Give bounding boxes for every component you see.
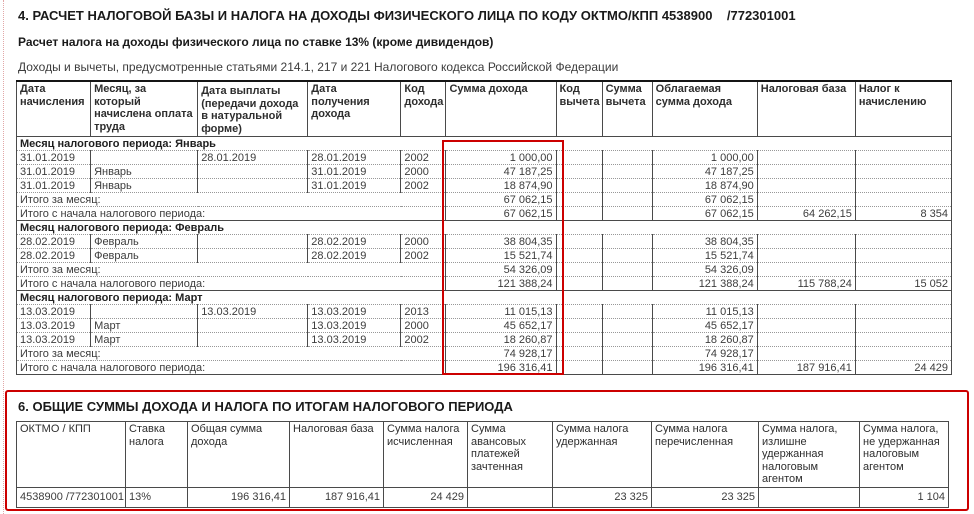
cell-tax-overwithheld <box>759 487 860 507</box>
total-label: Итого с начала налогового периода: <box>17 207 446 221</box>
cell: 13.03.2019 <box>17 319 91 333</box>
col-header: Месяц, за который начислена оплата труда <box>91 81 198 137</box>
cell <box>556 333 602 347</box>
col-header: Общая сумма дохода <box>188 422 290 488</box>
cell <box>602 305 652 319</box>
cell <box>198 333 308 347</box>
month-label: Месяц налогового периода: Февраль <box>17 221 952 235</box>
cell <box>757 193 855 207</box>
cell: 28.02.2019 <box>17 249 91 263</box>
cell <box>556 319 602 333</box>
cell: 28.02.2019 <box>308 235 401 249</box>
data-row <box>17 151 952 165</box>
cell: 64 262,15 <box>757 207 855 221</box>
cell <box>602 361 652 375</box>
cell-tax-withheld: 23 325 <box>553 487 652 507</box>
cell-tax-transferred: 23 325 <box>652 487 759 507</box>
cell: 2002 <box>401 151 446 165</box>
cell: 45 652,17 <box>652 319 757 333</box>
cell: 74 928,17 <box>446 347 556 361</box>
data-row <box>17 179 952 193</box>
cell: 121 388,24 <box>652 277 757 291</box>
cell <box>855 333 951 347</box>
data-row <box>17 333 952 347</box>
cell: 2013 <box>401 305 446 319</box>
cell: 13.03.2019 <box>17 333 91 347</box>
totals-table <box>16 421 949 508</box>
cell: 67 062,15 <box>446 207 556 221</box>
cell: 28.02.2019 <box>308 249 401 263</box>
cell: 54 326,09 <box>652 263 757 277</box>
section6-title: 6. ОБЩИЕ СУММЫ ДОХОДА И НАЛОГА ПО ИТОГАМ НАЛОГОВОГО ПЕРИОДА <box>18 399 513 414</box>
cell <box>602 193 652 207</box>
cell: 15 052 <box>855 277 951 291</box>
cell <box>855 319 951 333</box>
cell <box>602 165 652 179</box>
cell <box>855 249 951 263</box>
cell: 2000 <box>401 319 446 333</box>
totals-row <box>17 487 949 507</box>
cell: 11 015,13 <box>446 305 556 319</box>
cell <box>556 151 602 165</box>
cell <box>855 305 951 319</box>
cell <box>757 319 855 333</box>
cell: 31.01.2019 <box>17 151 91 165</box>
cell: 1 000,00 <box>652 151 757 165</box>
cell: 54 326,09 <box>446 263 556 277</box>
month-total-row <box>17 263 952 277</box>
section4-subtitle: Расчет налога на доходы физического лица по ставке 13% (кроме дивидендов) <box>18 35 494 49</box>
cell: Март <box>91 333 198 347</box>
cell <box>855 151 951 165</box>
col-header: Код вычета <box>556 81 602 137</box>
cell: 8 354 <box>855 207 951 221</box>
cell <box>757 235 855 249</box>
cell <box>855 193 951 207</box>
cell <box>602 179 652 193</box>
cell: 18 260,87 <box>446 333 556 347</box>
cell-tax-base: 187 916,41 <box>290 487 384 507</box>
cell: Январь <box>91 165 198 179</box>
cell: Февраль <box>91 235 198 249</box>
cell <box>602 319 652 333</box>
cell: Март <box>91 319 198 333</box>
cell: 2002 <box>401 333 446 347</box>
cell <box>855 235 951 249</box>
table-header-row <box>17 81 952 137</box>
cell <box>198 179 308 193</box>
col-header: Сумма налога исчисленная <box>384 422 468 488</box>
cell <box>602 151 652 165</box>
col-header: Сумма авансовых платежей зачтенная <box>468 422 553 488</box>
cell: 28.01.2019 <box>198 151 308 165</box>
cell: 18 260,87 <box>652 333 757 347</box>
cell <box>757 333 855 347</box>
cell <box>556 235 602 249</box>
cell-tax-calculated: 24 429 <box>384 487 468 507</box>
cell: 18 874,90 <box>446 179 556 193</box>
cell <box>602 263 652 277</box>
cell <box>198 319 308 333</box>
data-row <box>17 235 952 249</box>
cell: 31.01.2019 <box>308 165 401 179</box>
total-label: Итого за месяц: <box>17 193 446 207</box>
cell: 24 429 <box>855 361 951 375</box>
col-header: Дата начисления <box>17 81 91 137</box>
total-label: Итого с начала налогового периода: <box>17 361 446 375</box>
cell <box>556 193 602 207</box>
cell: 13.03.2019 <box>308 305 401 319</box>
cell <box>198 249 308 263</box>
col-header: ОКТМО / КПП <box>17 422 126 488</box>
cell <box>757 165 855 179</box>
cell <box>602 207 652 221</box>
cell: 15 521,74 <box>446 249 556 263</box>
cell <box>556 165 602 179</box>
cell: 2002 <box>401 179 446 193</box>
cell-tax-rate: 13% <box>126 487 188 507</box>
col-header: Налоговая база <box>290 422 384 488</box>
month-header-row <box>17 291 952 305</box>
cell: 1 000,00 <box>446 151 556 165</box>
col-header: Сумма дохода <box>446 81 556 137</box>
cell: 187 916,41 <box>757 361 855 375</box>
cell <box>556 347 602 361</box>
cell-advance-payments <box>468 487 553 507</box>
month-label: Месяц налогового периода: Март <box>17 291 952 305</box>
cell: 13.03.2019 <box>198 305 308 319</box>
col-header: Сумма вычета <box>602 81 652 137</box>
cell <box>602 249 652 263</box>
cell <box>602 347 652 361</box>
cell <box>556 361 602 375</box>
cell: 13.03.2019 <box>308 333 401 347</box>
cell: 196 316,41 <box>652 361 757 375</box>
cell: 31.01.2019 <box>308 179 401 193</box>
month-header-row <box>17 221 952 235</box>
section4-note: Доходы и вычеты, предусмотренные статьями 214.1, 217 и 221 Налогового кодекса Российской Федерации <box>18 60 619 74</box>
col-header: Дата получения дохода <box>308 81 401 137</box>
cell <box>556 249 602 263</box>
cell: 31.01.2019 <box>17 179 91 193</box>
cell-oktmo-kpp: 4538900 /772301001 <box>17 487 126 507</box>
col-header: Налоговая база <box>757 81 855 137</box>
cell <box>556 179 602 193</box>
data-row <box>17 165 952 179</box>
tax-calculation-table <box>16 80 952 375</box>
col-header: Сумма налога перечисленная <box>652 422 759 488</box>
month-header-row <box>17 137 952 151</box>
cell: 45 652,17 <box>446 319 556 333</box>
cell <box>855 179 951 193</box>
cell <box>757 263 855 277</box>
cell <box>757 151 855 165</box>
cell <box>556 305 602 319</box>
col-header: Сумма налога, излишне удержанная налоговым агентом <box>759 422 860 488</box>
section4-title: 4. РАСЧЕТ НАЛОГОВОЙ БАЗЫ И НАЛОГА НА ДОХОДЫ ФИЗИЧЕСКОГО ЛИЦА ПО КОДУ ОКТМО/КПП 4538900 /772301001 <box>18 8 796 23</box>
col-header: Сумма налога удержанная <box>553 422 652 488</box>
total-label: Итого за месяц: <box>17 347 446 361</box>
cell <box>602 333 652 347</box>
cell: 28.01.2019 <box>308 151 401 165</box>
period-total-row <box>17 361 952 375</box>
month-total-row <box>17 347 952 361</box>
cell <box>91 151 198 165</box>
cell: 67 062,15 <box>652 193 757 207</box>
cell <box>198 235 308 249</box>
cell: 115 788,24 <box>757 277 855 291</box>
cell <box>855 263 951 277</box>
cell: 18 874,90 <box>652 179 757 193</box>
data-row <box>17 305 952 319</box>
cell-tax-not-withheld: 1 104 <box>860 487 949 507</box>
cell <box>602 277 652 291</box>
cell: 196 316,41 <box>446 361 556 375</box>
period-total-row <box>17 277 952 291</box>
month-total-row <box>17 193 952 207</box>
cell <box>855 347 951 361</box>
cell <box>757 179 855 193</box>
cell: 47 187,25 <box>446 165 556 179</box>
period-total-row <box>17 207 952 221</box>
cell <box>91 305 198 319</box>
cell <box>757 305 855 319</box>
cell <box>757 249 855 263</box>
cell: 74 928,17 <box>652 347 757 361</box>
cell <box>556 277 602 291</box>
total-label: Итого с начала налогового периода: <box>17 277 446 291</box>
cell: 31.01.2019 <box>17 165 91 179</box>
col-header: Сумма налога, не удержанная налоговым агентом <box>860 422 949 488</box>
cell: 2000 <box>401 165 446 179</box>
page-break-line <box>3 0 4 514</box>
cell: Январь <box>91 179 198 193</box>
cell <box>757 347 855 361</box>
total-label: Итого за месяц: <box>17 263 446 277</box>
cell: 13.03.2019 <box>308 319 401 333</box>
cell-total-income: 196 316,41 <box>188 487 290 507</box>
cell: 38 804,35 <box>652 235 757 249</box>
col-header: Дата выплаты (передачи дохода в натуральной форме) <box>198 81 308 137</box>
cell: 13.03.2019 <box>17 305 91 319</box>
cell: 2002 <box>401 249 446 263</box>
data-row <box>17 249 952 263</box>
cell: 2000 <box>401 235 446 249</box>
cell <box>198 165 308 179</box>
month-label: Месяц налогового периода: Январь <box>17 137 952 151</box>
col-header: Налог к начислению <box>855 81 951 137</box>
cell: Февраль <box>91 249 198 263</box>
cell: 28.02.2019 <box>17 235 91 249</box>
col-header: Ставка налога <box>126 422 188 488</box>
cell: 47 187,25 <box>652 165 757 179</box>
cell: 121 388,24 <box>446 277 556 291</box>
data-row <box>17 319 952 333</box>
col-header: Облагаемая сумма дохода <box>652 81 757 137</box>
cell: 67 062,15 <box>446 193 556 207</box>
cell: 38 804,35 <box>446 235 556 249</box>
cell <box>556 207 602 221</box>
cell <box>602 235 652 249</box>
cell: 67 062,15 <box>652 207 757 221</box>
cell: 11 015,13 <box>652 305 757 319</box>
cell: 15 521,74 <box>652 249 757 263</box>
cell <box>556 263 602 277</box>
col-header: Код дохода <box>401 81 446 137</box>
cell <box>855 165 951 179</box>
table-header-row <box>17 422 949 488</box>
